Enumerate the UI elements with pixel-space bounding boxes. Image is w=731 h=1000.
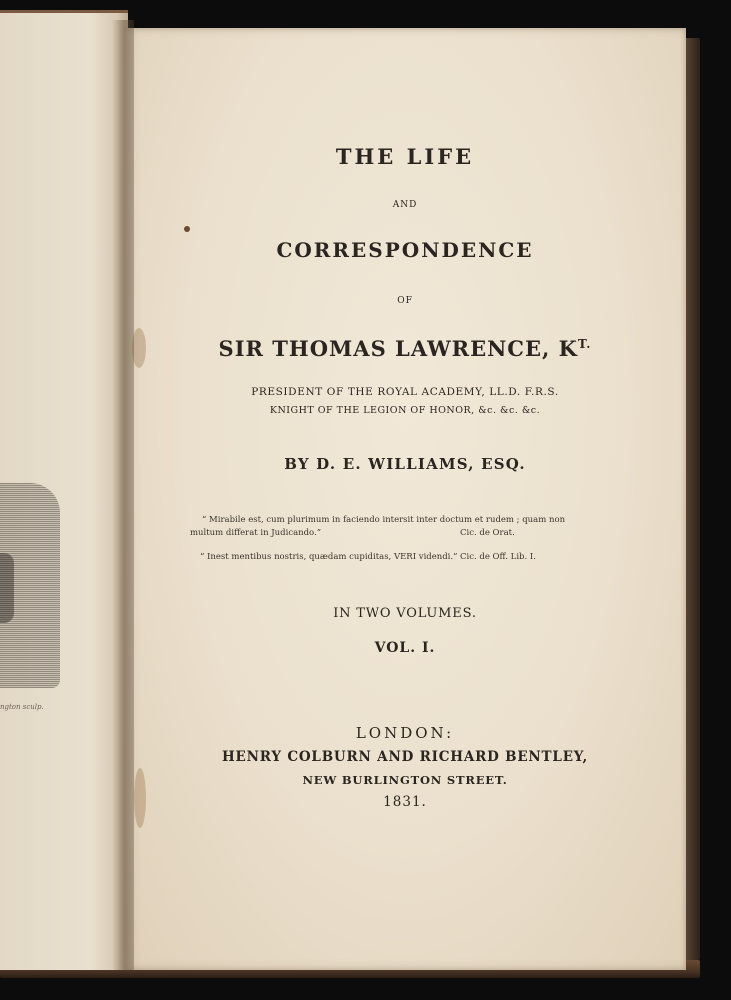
quote-1-line-2: multum differat in Judicando.” xyxy=(190,528,322,538)
author-line: BY D. E. WILLIAMS, ESQ. xyxy=(284,455,526,473)
imprint-street: NEW BURLINGTON STREET. xyxy=(302,773,508,787)
frontispiece-page xyxy=(0,10,128,970)
title-of: OF xyxy=(397,296,413,306)
title-line-2: CORRESPONDENCE xyxy=(276,238,534,262)
subtitle-line-1: PRESIDENT OF THE ROYAL ACADEMY, LL.D. F.R.S. xyxy=(251,386,559,398)
imprint-year: 1831. xyxy=(383,794,427,810)
imprint-city: LONDON: xyxy=(355,724,455,742)
quote-1-citation: Cic. de Orat. xyxy=(460,528,515,538)
title-line-1: THE LIFE xyxy=(335,144,475,169)
book-gutter-shadow xyxy=(112,20,134,970)
subject-name-text: SIR THOMAS LAWRENCE, K xyxy=(218,336,578,361)
subject-name xyxy=(124,336,686,361)
title-page xyxy=(124,28,686,970)
volumes-line: IN TWO VOLUMES. xyxy=(333,606,477,621)
subtitle-line-2: KNIGHT OF THE LEGION OF HONOR, &c. &c. &c. xyxy=(269,405,541,416)
title-and: AND xyxy=(392,200,418,210)
imprint-publisher: HENRY COLBURN AND RICHARD BENTLEY, xyxy=(222,749,588,765)
quote-1-line-1: “ Mirabile est, cum plurimum in faciendo intersit inter doctum et rudem ; quam non xyxy=(202,515,566,525)
ink-spot xyxy=(184,226,190,232)
volume-number: VOL. I. xyxy=(374,640,436,656)
quote-2: “ Inest mentibus nostris, quædam cupiditas, VERI videndi.” xyxy=(200,552,458,562)
portrait-shading xyxy=(0,553,14,623)
engraver-credit: ngton sculp. xyxy=(0,703,44,711)
quote-2-citation: Cic. de Off. Lib. I. xyxy=(460,552,536,562)
subject-suffix: T. xyxy=(577,337,592,351)
